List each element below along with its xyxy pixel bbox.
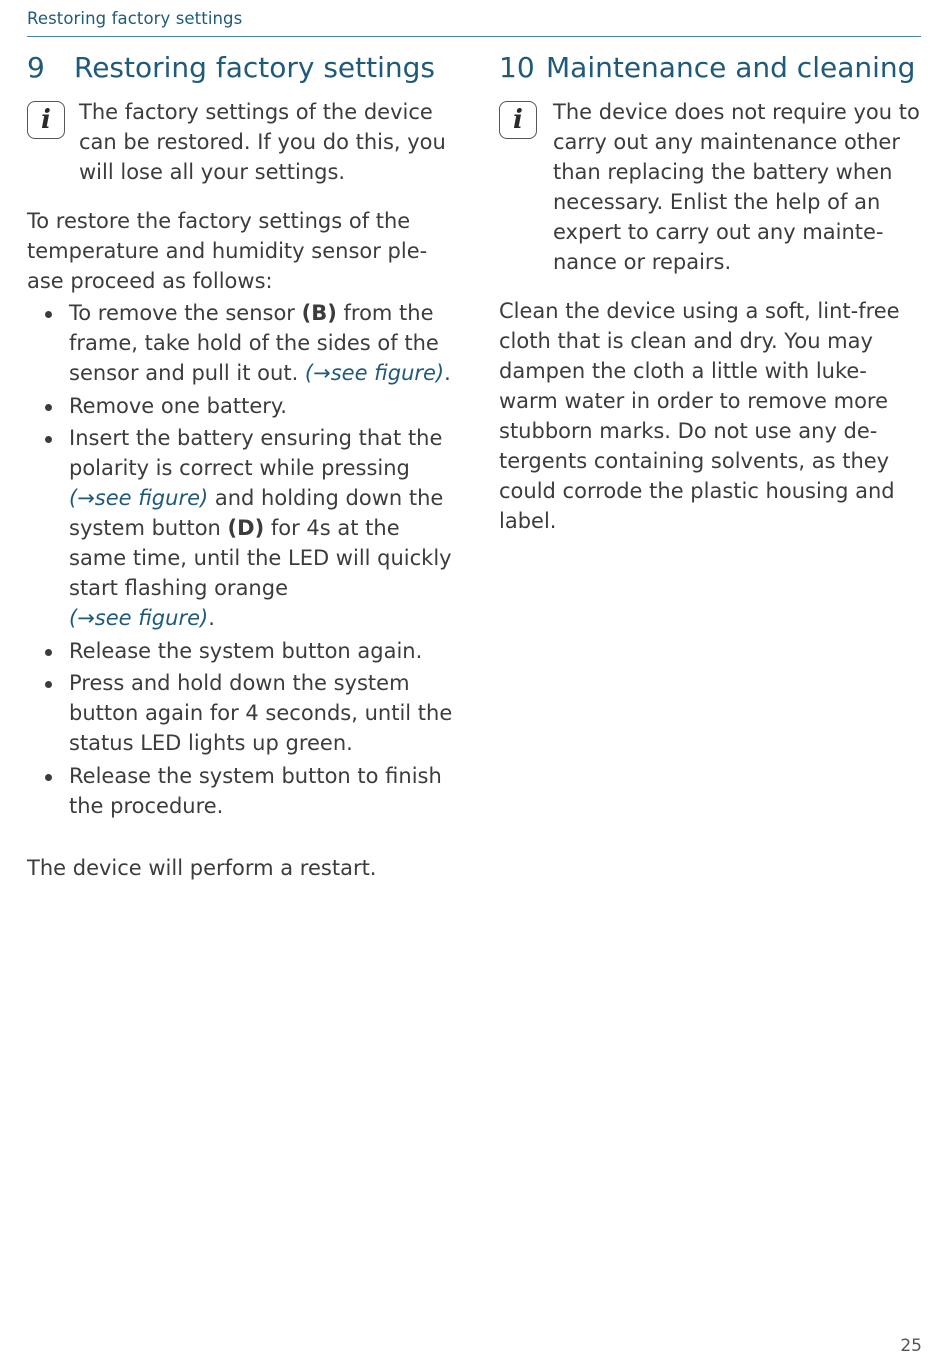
- step-text: Insert the battery ensuring that the polarity is correct while pressing: [69, 426, 443, 480]
- see-figure-link[interactable]: (→see figure): [304, 361, 445, 385]
- info-icon: i: [27, 101, 65, 139]
- section-9-title-text: Restoring factory settings: [74, 51, 435, 84]
- step-bold-label: (B): [301, 301, 337, 325]
- list-item: [27, 391, 457, 421]
- list-item: [27, 423, 457, 633]
- step-text: Release the system button to finish the procedure.: [69, 763, 442, 818]
- cleaning-instructions: Clean the device using a soft, lint-free cloth that is clean and dry. You may dampen the cloth a little with luke-warm water in order to remove more stubborn marks. Do not use any de-tergents containing solvents, as they could corrode the plastic housing and label.: [499, 299, 900, 533]
- page-number: 25: [900, 1336, 922, 1356]
- section-10-title: [499, 50, 924, 86]
- header-rule: [27, 36, 921, 37]
- step-text: Remove one battery.: [69, 393, 287, 418]
- step-text: from the frame, take hold of the sides of the sensor and pull it out.: [69, 301, 439, 385]
- list-item: [27, 668, 457, 758]
- step-text: To remove the sensor: [69, 301, 302, 325]
- section-9-title: [27, 50, 457, 86]
- restore-intro: To restore the factory settings of the temperature and humidity sensor ple-ase proceed as follows:: [27, 209, 428, 293]
- bullet: [45, 649, 52, 656]
- step-text: .: [208, 606, 215, 630]
- list-item: [27, 761, 457, 821]
- running-header: Restoring factory settings: [27, 9, 243, 28]
- section-restoring-factory-settings: [27, 50, 457, 883]
- step-text: and holding down the system button: [69, 486, 444, 540]
- bullet: [45, 681, 52, 688]
- section-9-number: 9: [27, 51, 45, 84]
- see-figure-link[interactable]: (→see figure): [69, 486, 209, 510]
- info-note-text: The device does not require you to carry out any maintenance other than replacing the battery when necessary. Enlist the help of an expert to carry out any mainte-nance or repairs.: [553, 100, 920, 274]
- restore-steps-list: [27, 298, 457, 821]
- step-text: for 4s at the same time, until the LED will quickly start flashing orange: [69, 516, 452, 600]
- step-bold-label: (D): [227, 516, 265, 540]
- step-text: .: [444, 361, 451, 385]
- bullet: [45, 311, 52, 318]
- step-text: Release the system button again.: [69, 638, 423, 663]
- info-note-factory-settings: [27, 97, 457, 187]
- bullet: [45, 404, 52, 411]
- see-figure-link[interactable]: (→see figure): [69, 606, 209, 630]
- restart-note: The device will perform a restart.: [27, 855, 377, 880]
- bullet: [45, 774, 52, 781]
- bullet: [45, 436, 52, 443]
- list-item: [27, 636, 457, 666]
- info-note-text: The factory settings of the device can be restored. If you do this, you will lose all your settings.: [79, 100, 446, 184]
- section-10-title-text: Maintenance and cleaning: [546, 51, 916, 84]
- list-item: [27, 298, 457, 388]
- info-icon: i: [499, 101, 537, 139]
- info-note-maintenance: [499, 97, 924, 277]
- step-text: Press and hold down the system button again for 4 seconds, until the status LED lights up green.: [69, 671, 453, 755]
- section-maintenance-and-cleaning: [499, 50, 924, 536]
- section-10-number: 10: [499, 51, 535, 84]
